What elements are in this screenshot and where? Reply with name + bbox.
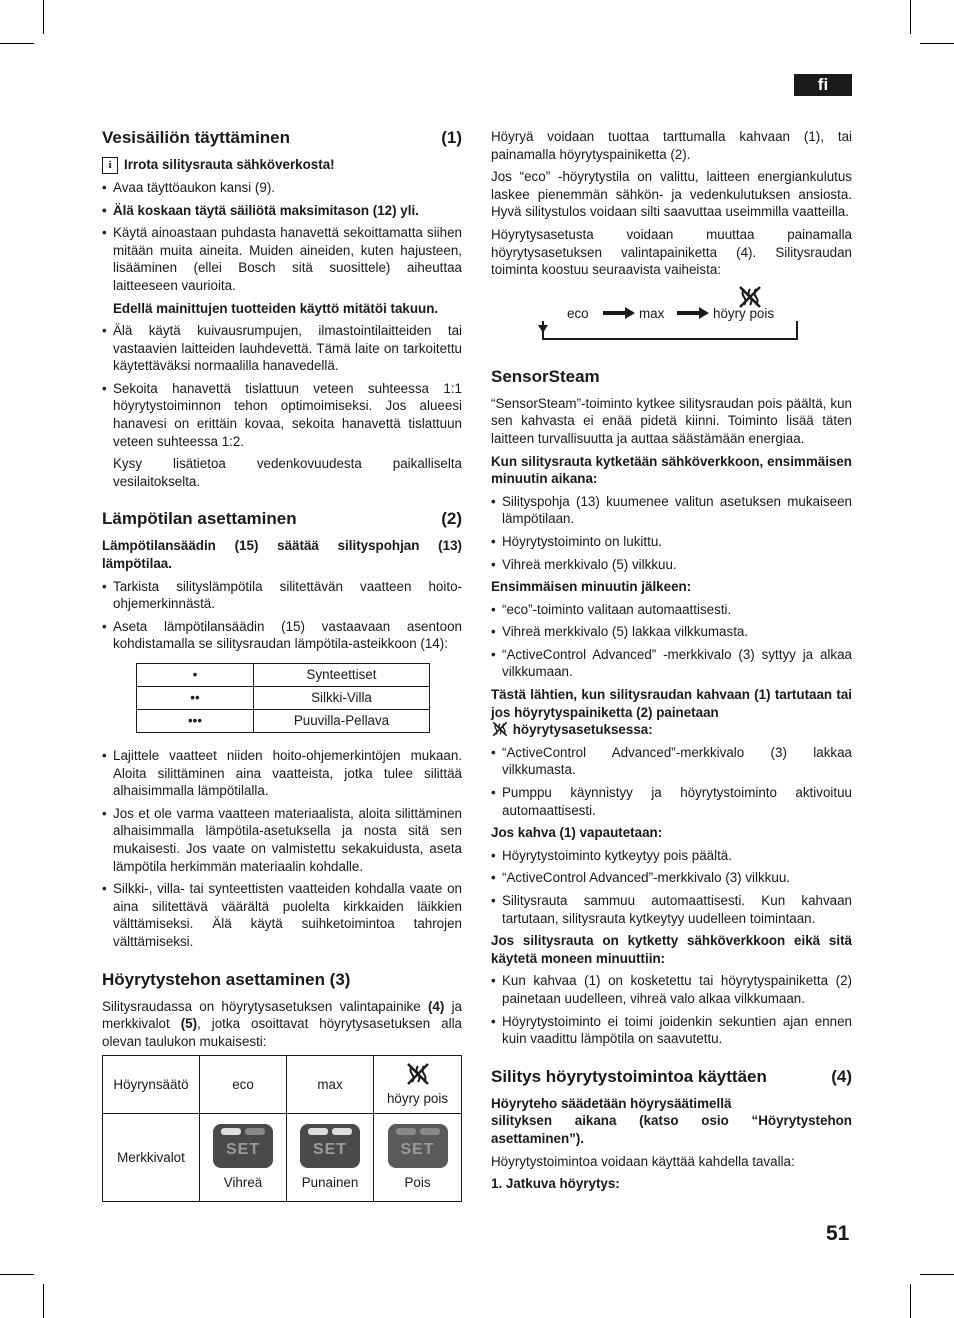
- subheading: Tästä lähtien, kun silitysraudan kahvaan (1) tartutaan tai jos höyrytyspainiketta (2) painetaan: [491, 687, 852, 720]
- subheading: Ensimmäisen minuutin jälkeen:: [491, 579, 692, 595]
- paragraph: Höyrytystoimintoa voidaan käyttää kahdella tavalla:: [491, 1153, 795, 1169]
- list-item: • Lajittele vaatteet niiden hoito-ohjemerkintöjen mukaan. Aloita silittäminen aina vaatteista, jotka tulee silittää alhaisimmalla lämpötilalla.: [102, 747, 462, 800]
- list-item: • Silkki-, villa- tai synteettisten vaatteiden kohdalla vaate on aina silitettävä väärältä puolelta kirkkaiden läikkien välttämiseksi. Älä käytä suihketoimintoa tahrojen välttämiseksi.: [102, 880, 462, 950]
- led-lit-icon: [221, 1128, 241, 1135]
- list-item: • “ActiveControl Advanced”-merkkivalo (3) vilkkuu.: [491, 869, 852, 887]
- list-item: • Älä käytä kuivausrumpujen, ilmastointilaitteiden tai vastaavien laitteiden lauhdevettä. Tämä laite on tarkoitettu käytettäväksi normaalilla hanavedellä.: [102, 322, 462, 375]
- arrow-right-icon: [677, 307, 709, 319]
- page-number: 51: [826, 1222, 850, 1245]
- subheading: Kun silitysrauta kytketään sähköverkkoon, ensimmäisen minuutin aikana:: [491, 453, 852, 487]
- list-item: • “eco”-toiminto valitaan automaattisesti.: [491, 601, 852, 619]
- list-item: • Silityspohja (13) kuumenee valitun asetuksen mukaiseen lämpötilaan.: [491, 493, 852, 528]
- led-lit-icon: [332, 1128, 352, 1135]
- led-lit-icon: [308, 1128, 328, 1135]
- crop-mark: [910, 1284, 911, 1318]
- steam-off-icon: [491, 721, 509, 737]
- subheading: Jos kahva (1) vapautetaan:: [491, 825, 663, 841]
- list-item: • Sekoita hanavettä tislattuun veteen suhteessa 1:1 höyrytystoiminnon tehon optimoimiseksi. Jos alueesi hanavesi on erittäin kovaa, sekoita hanavettä tislattuun veteen suhteessa 1:2.: [102, 380, 462, 450]
- note: Edellä mainittujen tuotteiden käyttö mitätöi takuun.: [113, 300, 439, 316]
- paragraph: Höyryä voidaan tuottaa tarttumalla kahvaan (1), tai painamalla höyrytyspainiketta (2).: [491, 129, 852, 162]
- right-column: [491, 128, 852, 1198]
- table-row: Höyrynsäätö eco max höyry pois: [103, 1056, 462, 1114]
- crop-mark: [43, 1284, 44, 1318]
- section-heading: SensorSteam: [491, 366, 600, 386]
- list-item: • Tarkista silityslämpötila silitettävän vaatteen hoito-ohjemerkinnästä.: [102, 578, 462, 613]
- table-row: • Synteettiset: [137, 664, 430, 687]
- steam-cycle-diagram: [491, 285, 852, 347]
- intro: Silitysraudassa on höyrytysasetuksen valintapainike (4) ja merkkivalot (5), jotka osoittavat höyrytysasetuksen alla olevan taulukon mukaisesti:: [102, 998, 462, 1049]
- list-item: • Pumppu käynnistyy ja höyrytystoiminto aktivoituu automaattisesti.: [491, 784, 852, 819]
- subheading: höyrytysasetuksessa:: [491, 721, 852, 739]
- list-item: • Höyrytystoiminto kytkeytyy pois päältä.: [491, 847, 852, 865]
- intro: Lämpötilansäädin (15) säätää silityspohjan (13) lämpötilaa.: [102, 538, 462, 572]
- subheading: 1. Jatkuva höyrytys:: [491, 1176, 620, 1192]
- set-button-red: SET: [300, 1124, 360, 1168]
- list-item: • Jos et ole varma vaatteen materiaalista, aloita silittäminen alhaisimmalla lämpötila-asetuksella ja nosta sitä sen mukaisesti. Jos vaate on valmistettu sekakuidusta, aseta lämpötila herkimmän materiaalin kohdalle.: [102, 805, 462, 875]
- set-button-off: SET: [388, 1124, 448, 1168]
- section-heading: Höyrytystehon asettaminen (3): [102, 969, 351, 989]
- subheading: Höyryteho säädetään höyrysäätimellä: [491, 1095, 732, 1111]
- language-badge: fi: [794, 74, 852, 96]
- flow-max: max: [639, 305, 665, 321]
- crop-mark: [920, 43, 954, 44]
- list-item: • Älä koskaan täytä säiliötä maksimitason (12) yli.: [102, 202, 462, 220]
- crop-mark: [910, 0, 911, 34]
- set-button-green: SET: [213, 1124, 273, 1168]
- paragraph: Jos “eco” -höyrytystila on valittu, laitteen energiankulutus laskee pienemmän sähkön- ja vedenkulutuksen ansiosta. Hyvä silitystulos voidaan silti saavuttaa useimmilla vaatteilla.: [491, 169, 852, 220]
- section-heading: Silitys höyrytystoimintoa käyttäen (4): [491, 1066, 852, 1086]
- steam-off-icon: [740, 287, 760, 307]
- table-row: Merkkivalot SET Vihreä SET Punainen SET Pois: [103, 1114, 462, 1202]
- section-heading: Lämpötilan asettaminen (2): [102, 509, 462, 529]
- subheading: silityksen aikana (katso osio “Höyrytystehon asettaminen”).: [491, 1113, 852, 1146]
- left-column: [102, 128, 462, 1202]
- list-item: • Vihreä merkkivalo (5) vilkkuu.: [491, 556, 852, 574]
- list-item: • Silitysrauta sammuu automaattisesti. Kun kahvaan tartutaan, silitysrauta kytkeytyy uudelleen toimintaan.: [491, 892, 852, 927]
- paragraph: Höyrytysasetusta voidaan muuttaa painamalla höyrytysasetuksen valintapainiketta (4). Silitysraudan toiminta koostuu seuraavista vaiheista:: [491, 226, 852, 278]
- info-icon: i: [102, 157, 118, 174]
- arrow-right-icon: [603, 307, 635, 319]
- flow-eco: eco: [567, 305, 589, 321]
- table-row: ••• Puuvilla-Pellava: [137, 710, 430, 733]
- list-item: • Kun kahvaa (1) on kosketettu tai höyrytyspainiketta (2) painetaan uudelleen, vihreä valo alkaa vilkkumaan.: [491, 972, 852, 1007]
- list-item: • Avaa täyttöaukon kansi (9).: [102, 179, 462, 197]
- list-item: • “ActiveControl Advanced”-merkkivalo (3) lakkaa vilkkumasta.: [491, 744, 852, 779]
- section-heading: Vesisäiliön täyttäminen (1): [102, 128, 462, 147]
- list-item: • Käytä ainoastaan puhdasta hanavettä sekoittamatta siihen mitään muita aineita. Muiden aineiden, kuten hajusteen, lisääminen (ellei Bosch sitä suosittele) aiheuttaa laitteeseen vaurioita.: [102, 224, 462, 294]
- steam-off-icon: [405, 1062, 431, 1086]
- info-note: i Irrota silitysrauta sähköverkosta!: [102, 156, 462, 174]
- list-item: • Höyrytystoiminto ei toimi joidenkin sekuntien ajan ennen kuin vaadittu lämpötila on saavutettu.: [491, 1013, 852, 1048]
- crop-mark: [0, 1274, 34, 1275]
- list-item: • Aseta lämpötilansäädin (15) vastaavaan asentoon kohdistamalla se silitysraudan lämpötila-asteikkoon (14):: [102, 618, 462, 653]
- crop-mark: [920, 1274, 954, 1275]
- note: Kysy lisätietoa vedenkovuudesta paikalliselta vesilaitokselta.: [113, 456, 462, 489]
- list-item: • Höyrytystoiminto on lukittu.: [491, 533, 852, 551]
- flow-off: höyry pois: [713, 305, 775, 321]
- table-row: •• Silkki-Villa: [137, 687, 430, 710]
- paragraph: “SensorSteam”-toiminto kytkee silitysraudan pois päältä, kun sen kahvasta ei enää pidetä kiinni. Toiminto lisää täten laitteen turvallisuutta ja auttaa säästämään energiaa.: [491, 395, 852, 446]
- crop-mark: [0, 43, 34, 44]
- list-item: • Vihreä merkkivalo (5) lakkaa vilkkumasta.: [491, 623, 852, 641]
- crop-mark: [43, 0, 44, 34]
- cycle-arrows: [491, 285, 852, 347]
- temperature-table: [136, 663, 430, 733]
- list-item: • “ActiveControl Advanced” -merkkivalo (3) syttyy ja alkaa vilkkumaan.: [491, 646, 852, 681]
- steam-table: [102, 1055, 462, 1202]
- subheading: Jos silitysrauta on kytketty sähköverkkoon eikä sitä käytetä moneen minuuttiin:: [491, 933, 852, 966]
